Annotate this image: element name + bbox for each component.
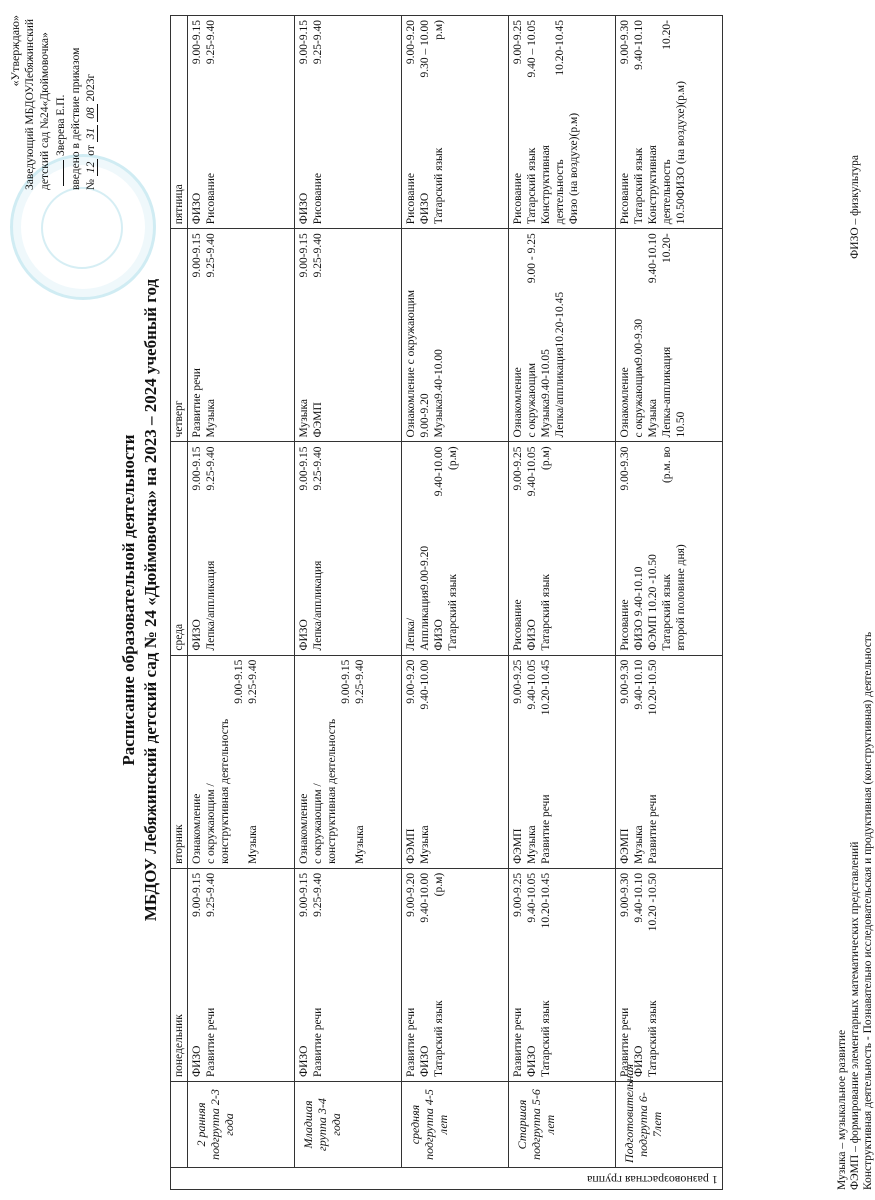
activity-time: 9.00-9.30	[619, 446, 631, 491]
activity-line	[297, 873, 311, 1077]
activity-line	[674, 20, 688, 224]
activity-line	[511, 660, 525, 864]
activity-name: Рисование	[512, 599, 524, 651]
activity-line	[418, 20, 432, 224]
schedule-cell	[509, 442, 616, 655]
activity-name: ФИЗО	[191, 619, 203, 651]
activity-time: 9.00-9.30	[619, 20, 631, 65]
activity-time: 9.25-9.40	[312, 20, 324, 65]
activity-line	[311, 660, 325, 864]
activity-line	[553, 20, 567, 224]
activity-line	[404, 873, 418, 1077]
activity-time: 9.25-9.40	[205, 872, 217, 917]
activity-line	[418, 660, 432, 864]
activity-line	[511, 20, 525, 224]
activity-time: 9.25-9.40	[205, 233, 217, 278]
activity-time: 9.40-10.00	[419, 659, 431, 710]
activity-time: (р.м)	[540, 446, 552, 470]
activity-line	[646, 873, 660, 1077]
activity-name: Развитие речи	[205, 1007, 217, 1077]
group-row	[295, 16, 402, 1190]
activity-time: 10.20-10.45	[540, 659, 552, 716]
activity-line	[353, 660, 367, 864]
activity-time: 9.40-10.00	[419, 872, 431, 923]
activity-name: Татарский язык	[647, 1000, 659, 1077]
activity-name: деятельность	[554, 159, 566, 225]
activity-name: ФИЗО	[633, 1045, 645, 1077]
activity-line	[418, 446, 432, 650]
legend-fizo: ФИЗО – физкультура	[849, 155, 861, 259]
schedule-cell	[295, 229, 402, 442]
order-day: 31	[85, 125, 98, 143]
schedule-cell	[188, 655, 295, 868]
activity-line	[567, 20, 581, 224]
schedule-cell	[188, 229, 295, 442]
approval-organization: детский сад №24«Дюймовочка»	[39, 32, 51, 190]
activity-line	[204, 446, 218, 650]
activity-time: 9.40-10.00	[433, 446, 445, 497]
approval-order-text: введено в действие приказом	[70, 47, 82, 190]
legend-constructive: Конструктивная деятельность - Познавательно исследовательская и продуктивная (конструктивная) деятельность	[862, 631, 874, 1190]
activity-line	[432, 20, 446, 224]
activity-time: 9.40-10.05	[526, 446, 538, 497]
legend-femp: ФЭМП – формирование элементарных математических представлений	[849, 841, 861, 1190]
schedule-cell	[295, 655, 402, 868]
group-name: средняя подгруппа 4-5 лет	[402, 1082, 509, 1168]
activity-name: 10.50	[675, 411, 687, 438]
activity-name: Музыка9.40-10.00	[433, 349, 445, 438]
schedule-cell	[188, 868, 295, 1081]
order-number: 12	[85, 159, 98, 177]
activity-line	[553, 233, 567, 437]
activity-name: с окружающим9.00-9.30	[633, 318, 645, 438]
activity-time: 9.00-9.15	[340, 659, 352, 704]
schedule-cell	[188, 16, 295, 229]
activity-time: 9.40-10.10	[633, 872, 645, 923]
activity-name: ФЭМП	[405, 828, 417, 864]
day-header-row	[171, 16, 188, 1190]
activity-time: 9.00-9.15	[298, 446, 310, 491]
activity-time: 9.25-9.40	[312, 446, 324, 491]
activity-name: ФИЗО	[526, 619, 538, 651]
activity-line	[618, 446, 632, 650]
activity-name: Музыка	[633, 825, 645, 864]
day-header: пятница	[171, 16, 188, 229]
activity-time: 9.00-9.25	[512, 659, 524, 704]
activity-time: 9.00-9.15	[298, 233, 310, 278]
activity-line	[511, 446, 525, 650]
activity-line	[660, 446, 674, 650]
day-header: среда	[171, 442, 188, 655]
day-header: четверг	[171, 229, 188, 442]
activity-line	[432, 446, 446, 650]
activity-line	[297, 660, 311, 864]
activity-name: Ознакомление с окружающим	[405, 289, 417, 438]
activity-name: ФИЗО	[526, 1045, 538, 1077]
activity-line	[618, 873, 632, 1077]
activity-name: Развитие речи	[312, 1007, 324, 1077]
activity-time: 9.00-9.15	[233, 659, 245, 704]
activity-time: 9.40-10.10	[647, 233, 659, 284]
activity-name: Ознакомление	[191, 793, 203, 864]
schedule-cell	[509, 655, 616, 868]
activity-line	[660, 20, 674, 224]
schedule-cell	[616, 655, 723, 868]
activity-time: 9.25-9.40	[247, 659, 259, 704]
activity-name: ФИЗО 9.40-10.10	[633, 566, 645, 651]
activity-name: Развитие речи	[647, 794, 659, 864]
activity-line	[418, 233, 432, 437]
activity-name: с окружающим /	[312, 783, 324, 864]
legend	[836, 15, 875, 1190]
group-row	[509, 16, 616, 1190]
activity-line	[674, 446, 688, 650]
activity-line	[511, 873, 525, 1077]
activity-time: 9.30 – 10.00	[419, 20, 431, 78]
activity-time: 9.25-9.40	[205, 20, 217, 65]
activity-line	[204, 660, 218, 864]
activity-name: Музыка	[298, 398, 310, 438]
activity-time: 9.25-9.40	[312, 233, 324, 278]
activity-line	[339, 660, 353, 864]
outer-group-label: 1 разновозрастная группа	[587, 1173, 718, 1187]
activity-name: ФИЗО	[433, 619, 445, 651]
activity-name: ФИЗО	[298, 619, 310, 651]
schedule-cell	[616, 229, 723, 442]
activity-line	[539, 20, 553, 224]
activity-name: второй половине дня)	[675, 544, 687, 651]
activity-name: Развитие речи	[191, 368, 203, 438]
activity-line	[404, 660, 418, 864]
activity-line	[418, 873, 432, 1077]
activity-time: (р.м. во	[661, 446, 673, 484]
page-title	[118, 0, 162, 1200]
activity-line	[446, 446, 460, 650]
activity-line	[232, 660, 246, 864]
activity-name: 9.00-9.20	[419, 393, 431, 438]
schedule-cell	[616, 442, 723, 655]
group-row	[188, 16, 295, 1190]
activity-line	[311, 873, 325, 1077]
activity-time: 10.20-10.45	[540, 872, 552, 929]
activity-time: (р.м)	[433, 872, 445, 897]
activity-line	[311, 20, 325, 224]
activity-name: Лепка-аппликация	[661, 346, 673, 438]
activity-time: 9.25-9.40	[205, 446, 217, 491]
activity-time: 9.00-9.25	[512, 872, 524, 917]
schedule-cell	[616, 868, 723, 1081]
group-row	[402, 16, 509, 1190]
activity-line	[660, 233, 674, 437]
activity-time: 9.00-9.15	[191, 872, 203, 917]
activity-time: 10.20-10.50	[647, 659, 659, 716]
activity-name: Татарский язык	[633, 147, 645, 225]
activity-line	[632, 873, 646, 1077]
schedule-table	[170, 15, 723, 1190]
activity-name: Физо (на воздухе)(р.м)	[568, 112, 580, 225]
schedule-cell	[295, 16, 402, 229]
activity-line	[297, 446, 311, 650]
activity-line	[632, 446, 646, 650]
activity-name: Татарский язык	[447, 574, 459, 651]
schedule-cell	[616, 16, 723, 229]
activity-name: с окружающим /	[205, 783, 217, 864]
activity-name: Лепка/аппликация	[205, 560, 217, 651]
activity-time: 10.20-	[661, 233, 673, 263]
activity-time: (р.м)	[447, 446, 459, 470]
schedule-cell	[509, 16, 616, 229]
title-line-1: Расписание образовательной деятельности	[119, 434, 138, 766]
activity-name: Татарский язык	[540, 1000, 552, 1077]
activity-line	[297, 233, 311, 437]
activity-time: 9.00-9.25	[512, 446, 524, 491]
corner-cell	[171, 1082, 188, 1168]
activity-name: Развитие речи	[405, 1007, 417, 1077]
activity-time: 9.00-9.15	[191, 446, 203, 491]
activity-line	[539, 233, 553, 437]
activity-line	[525, 660, 539, 864]
day-header: вторник	[171, 655, 188, 868]
activity-time: 9.00-9.15	[298, 872, 310, 917]
activity-name: Аппликация9.00-9.20	[419, 545, 431, 651]
activity-name: деятельность	[661, 159, 673, 225]
activity-time: р.м)	[433, 20, 445, 40]
activity-line	[618, 660, 632, 864]
activity-line	[432, 233, 446, 437]
activity-name: ФЭМП	[512, 828, 524, 864]
activity-name: ФИЗО	[419, 192, 431, 225]
activity-time: 9.00-9.15	[298, 20, 310, 65]
activity-line	[511, 233, 525, 437]
approval-position: Заведующий МБДОУЛебяжинский	[24, 18, 36, 190]
schedule-cell	[295, 442, 402, 655]
group-name: 2 ранняя подгруппа 2-3 года	[188, 1082, 295, 1168]
activity-name: ФИЗО	[191, 192, 203, 225]
approval-block	[8, 15, 99, 190]
activity-line	[646, 20, 660, 224]
activity-name: Ознакомление	[619, 367, 631, 438]
activity-name: ФИЗО	[419, 1045, 431, 1077]
activity-line	[311, 233, 325, 437]
activity-line	[632, 660, 646, 864]
activity-line	[539, 446, 553, 650]
activity-time: 10.20-10.45	[554, 20, 566, 76]
activity-name: Лепка/аппликация10.20-10.45	[554, 291, 566, 438]
activity-line	[325, 660, 339, 864]
activity-name: Рисование	[619, 599, 631, 651]
activity-time: 9.00-9.25	[512, 20, 524, 65]
activity-name: Рисование	[619, 173, 631, 225]
activity-line	[246, 660, 260, 864]
activity-name: Музыка	[247, 825, 259, 864]
activity-line	[190, 20, 204, 224]
activity-time: 9.25-9.40	[354, 659, 366, 704]
activity-time: 9.00-9.15	[191, 20, 203, 65]
activity-line	[404, 233, 418, 437]
order-month: 08	[85, 104, 98, 122]
activity-name: ФЭМП 10.20 -10.50	[647, 554, 659, 651]
activity-time: 9.25-9.40	[312, 872, 324, 917]
activity-time: 10.20-	[661, 20, 673, 50]
approval-signatory: Зверева Е.П.	[53, 15, 69, 190]
activity-time: 9.40-10.05	[526, 659, 538, 710]
activity-line	[204, 233, 218, 437]
approval-title: «Утверждаю»	[8, 15, 22, 87]
activity-line	[218, 660, 232, 864]
activity-time: 9.40-10.05	[526, 872, 538, 923]
activity-time: 9.40 – 10.05	[526, 20, 538, 78]
signature-line	[53, 160, 64, 186]
schedule-cell	[402, 442, 509, 655]
activity-time: 9.00-9.20	[405, 872, 417, 917]
activity-name: Музыка	[647, 398, 659, 438]
activity-name: Лепка/аппликация	[312, 560, 324, 651]
activity-name: ФИЗО	[191, 1045, 203, 1077]
activity-name: Развитие речи	[540, 794, 552, 864]
activity-line	[525, 233, 539, 437]
activity-name: Татарский язык	[433, 147, 445, 225]
activity-time: 9.00-9.30	[619, 659, 631, 704]
activity-time: 9.00-9.30	[619, 872, 631, 917]
activity-line	[432, 873, 446, 1077]
activity-time: 9.00-9.20	[405, 20, 417, 65]
activity-line	[297, 20, 311, 224]
activity-line	[646, 446, 660, 650]
activity-name: ФИЗО	[298, 192, 310, 225]
activity-line	[646, 660, 660, 864]
schedule-cell	[402, 16, 509, 229]
activity-name: Развитие речи	[512, 1007, 524, 1077]
activity-line	[539, 873, 553, 1077]
activity-line	[190, 233, 204, 437]
activity-name: конструктивная деятельность	[326, 718, 338, 864]
activity-name: Татарский язык	[661, 574, 673, 651]
activity-name: Конструктивная	[647, 145, 659, 225]
activity-line	[404, 20, 418, 224]
activity-name: ФЭМП	[619, 828, 631, 864]
activity-line	[618, 20, 632, 224]
activity-time: 9.00-9.20	[405, 659, 417, 704]
activity-name: Конструктивная	[540, 145, 552, 225]
activity-name: Татарский язык	[540, 574, 552, 651]
activity-name: Музыка9.40-10.05	[540, 349, 552, 438]
activity-line	[204, 873, 218, 1077]
activity-name: Музыка	[205, 398, 217, 438]
outer-group-cell	[171, 1168, 723, 1190]
order-year: 2023г	[85, 73, 97, 102]
activity-line	[632, 20, 646, 224]
activity-name: Музыка	[419, 825, 431, 864]
schedule-cell	[402, 655, 509, 868]
activity-name: с окружающим	[526, 362, 538, 438]
group-name: Подготовительная подгруппа 6-7лет	[616, 1082, 723, 1168]
activity-time: 9.00 - 9.25	[526, 233, 538, 284]
title-line-2: МБДОУ Лебяжинский детский сад № 24 «Дюймовочка» на 2023 – 2024 учебный год	[141, 278, 160, 922]
approval-order-details: № 12 от 31 08 2023г	[85, 73, 97, 190]
schedule-cell	[402, 229, 509, 442]
activity-name: конструктивная деятельность	[219, 718, 231, 864]
schedule-cell	[509, 229, 616, 442]
activity-line	[311, 446, 325, 650]
activity-line	[539, 660, 553, 864]
activity-name: Рисование	[512, 173, 524, 225]
activity-line	[646, 233, 660, 437]
activity-name: Рисование	[405, 173, 417, 225]
activity-line	[632, 233, 646, 437]
activity-line	[190, 873, 204, 1077]
activity-name: Ознакомление	[298, 793, 310, 864]
activity-line	[190, 446, 204, 650]
activity-line	[404, 446, 418, 650]
activity-time: 10.20 -10.50	[647, 872, 659, 932]
activity-name: Лепка/	[405, 617, 417, 651]
activity-name: Развитие речи	[619, 1007, 631, 1077]
activity-line	[525, 873, 539, 1077]
activity-line	[525, 20, 539, 224]
activity-name: Ознакомление	[512, 367, 524, 438]
activity-time: 9.00-9.15	[191, 233, 203, 278]
schedule-cell	[509, 868, 616, 1081]
activity-line	[190, 660, 204, 864]
schedule-cell	[295, 868, 402, 1081]
group-row	[616, 16, 723, 1190]
activity-time: 9.40-10.10	[633, 659, 645, 710]
schedule-cell	[402, 868, 509, 1081]
activity-name: Музыка	[354, 825, 366, 864]
activity-line	[204, 20, 218, 224]
activity-time: 9.40-10.10	[633, 20, 645, 70]
activity-name: 10.50ФИЗО (на воздухе)(р.м)	[675, 81, 687, 225]
group-name: Младшая группа 3-4 года	[295, 1082, 402, 1168]
activity-line	[618, 233, 632, 437]
activity-name: Музыка	[526, 825, 538, 864]
day-header: понедельник	[171, 868, 188, 1081]
activity-line	[525, 446, 539, 650]
activity-name: ФИЗО	[298, 1045, 310, 1077]
activity-name: Рисование	[312, 173, 324, 225]
activity-line	[674, 233, 688, 437]
schedule-cell	[188, 442, 295, 655]
activity-name: ФЭМП	[312, 402, 324, 438]
group-name: Старшая подгруппа 5-6 лет	[509, 1082, 616, 1168]
activity-name: Рисование	[205, 173, 217, 225]
activity-name: Татарский язык	[433, 1000, 445, 1077]
legend-music: Музыка – музыкальное развитие	[836, 1029, 848, 1190]
activity-name: Татарский язык	[526, 147, 538, 225]
